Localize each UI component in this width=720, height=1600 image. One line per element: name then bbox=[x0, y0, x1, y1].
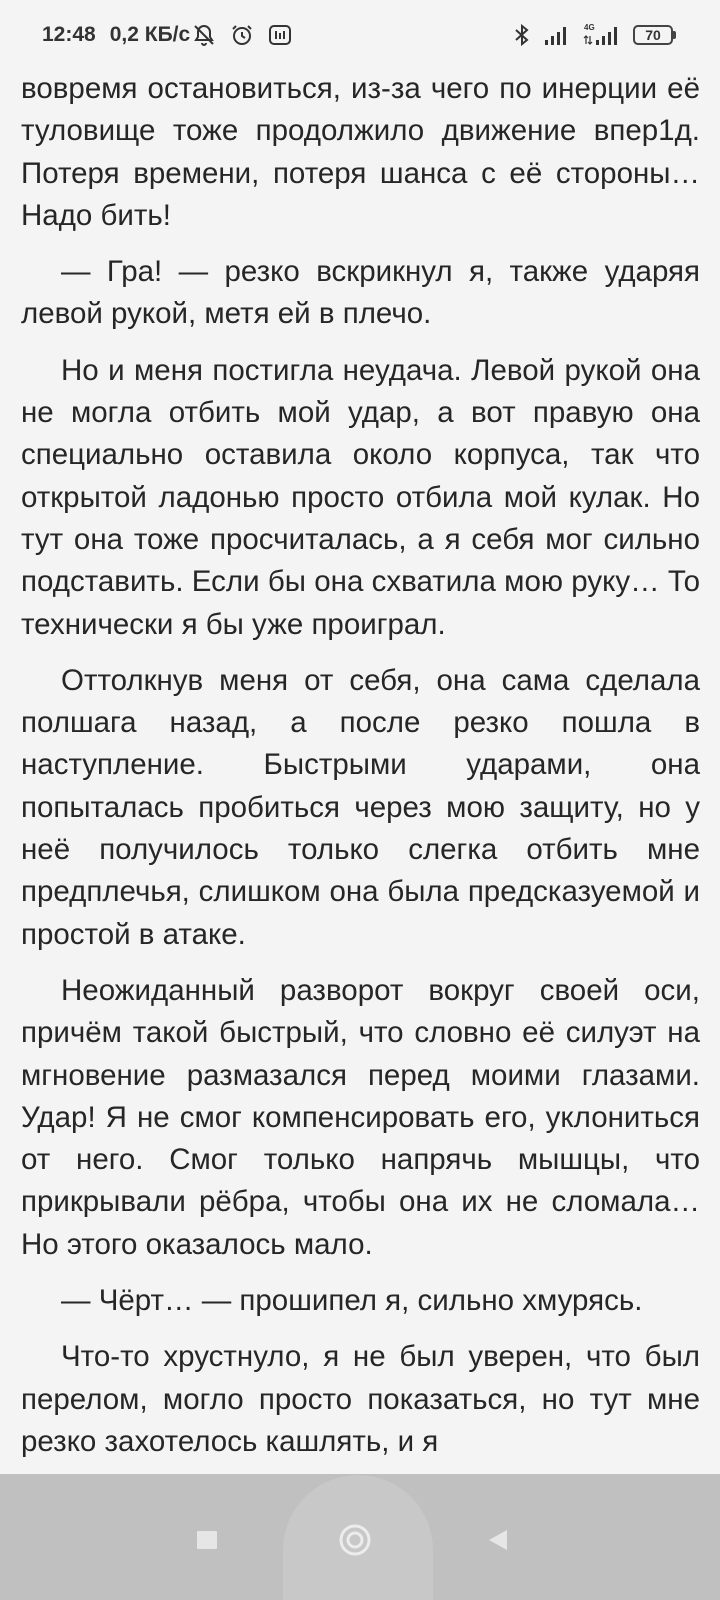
4g-signal-icon bbox=[583, 22, 621, 48]
status-right bbox=[513, 22, 676, 48]
battery-level: 70 bbox=[633, 25, 673, 45]
paragraph: — Гра! — резко вскрикнул я, также ударяя левой рукой, метя ей в плечо. bbox=[21, 255, 700, 331]
back-button[interactable] bbox=[485, 1527, 511, 1553]
paragraph: — Чёрт… — прошипел я, сильно хмурясь. bbox=[61, 1284, 643, 1318]
book-text[interactable] bbox=[21, 68, 700, 1477]
recents-icon bbox=[194, 1527, 220, 1553]
home-button[interactable] bbox=[338, 1523, 372, 1557]
alarm-clock-icon bbox=[230, 23, 254, 47]
paragraph: Оттолкнув меня от себя, она сама сделала полшага назад, а после резко пошла в наступление. Быстрыми ударами, она попыталась пробиться через мою защиту, но у неё получилось только слегка отбить мне предплечья, слишком она была предсказуемой и простой в атаке. bbox=[21, 663, 700, 951]
signal-icon bbox=[543, 24, 571, 46]
nfc-icon bbox=[268, 24, 292, 46]
status-bar bbox=[0, 0, 720, 70]
status-left bbox=[42, 23, 292, 47]
paragraph: вовремя остановиться, из-за чего по инерции её туловище тоже продолжило движение впер1д. Потеря времени, потеря шанса с её стороны… Надо бить! bbox=[21, 72, 700, 232]
paragraph: Неожиданный разворот вокруг своей оси, причём такой быстрый, что словно её силуэт на мгновение размазался перед моими глазами. Удар! Я не смог компенсировать его, уклониться от него. Смог только напрячь мышцы, что прикрывали рёбра, чтобы она их не сломала… Но этого оказалось мало. bbox=[21, 973, 700, 1261]
recents-button[interactable] bbox=[194, 1527, 220, 1553]
back-icon bbox=[485, 1527, 511, 1553]
bluetooth-icon bbox=[513, 23, 531, 47]
battery-icon bbox=[633, 25, 676, 45]
network-speed: 0,2 КБ/с bbox=[109, 23, 191, 46]
paragraph: Что-то хрустнуло, я не был уверен, что был перелом, могло просто показаться, но тут мне резко захотелось кашлять, и я bbox=[21, 1340, 700, 1458]
home-icon bbox=[338, 1523, 372, 1557]
alarm-off-icon bbox=[192, 23, 216, 47]
svg-text:4G: 4G bbox=[584, 23, 595, 32]
clock: 12:48 bbox=[42, 23, 96, 46]
paragraph: Но и меня постигла неудача. Левой рукой она не могла отбить мой удар, а вот правую она специально оставила около корпуса, так что открытой ладонью просто отбила мой кулак. Но тут она тоже просчиталась, а я себя мог сильно подставить. Если бы она схватила мою руку… То технически я бы уже проиграл. bbox=[21, 353, 700, 641]
